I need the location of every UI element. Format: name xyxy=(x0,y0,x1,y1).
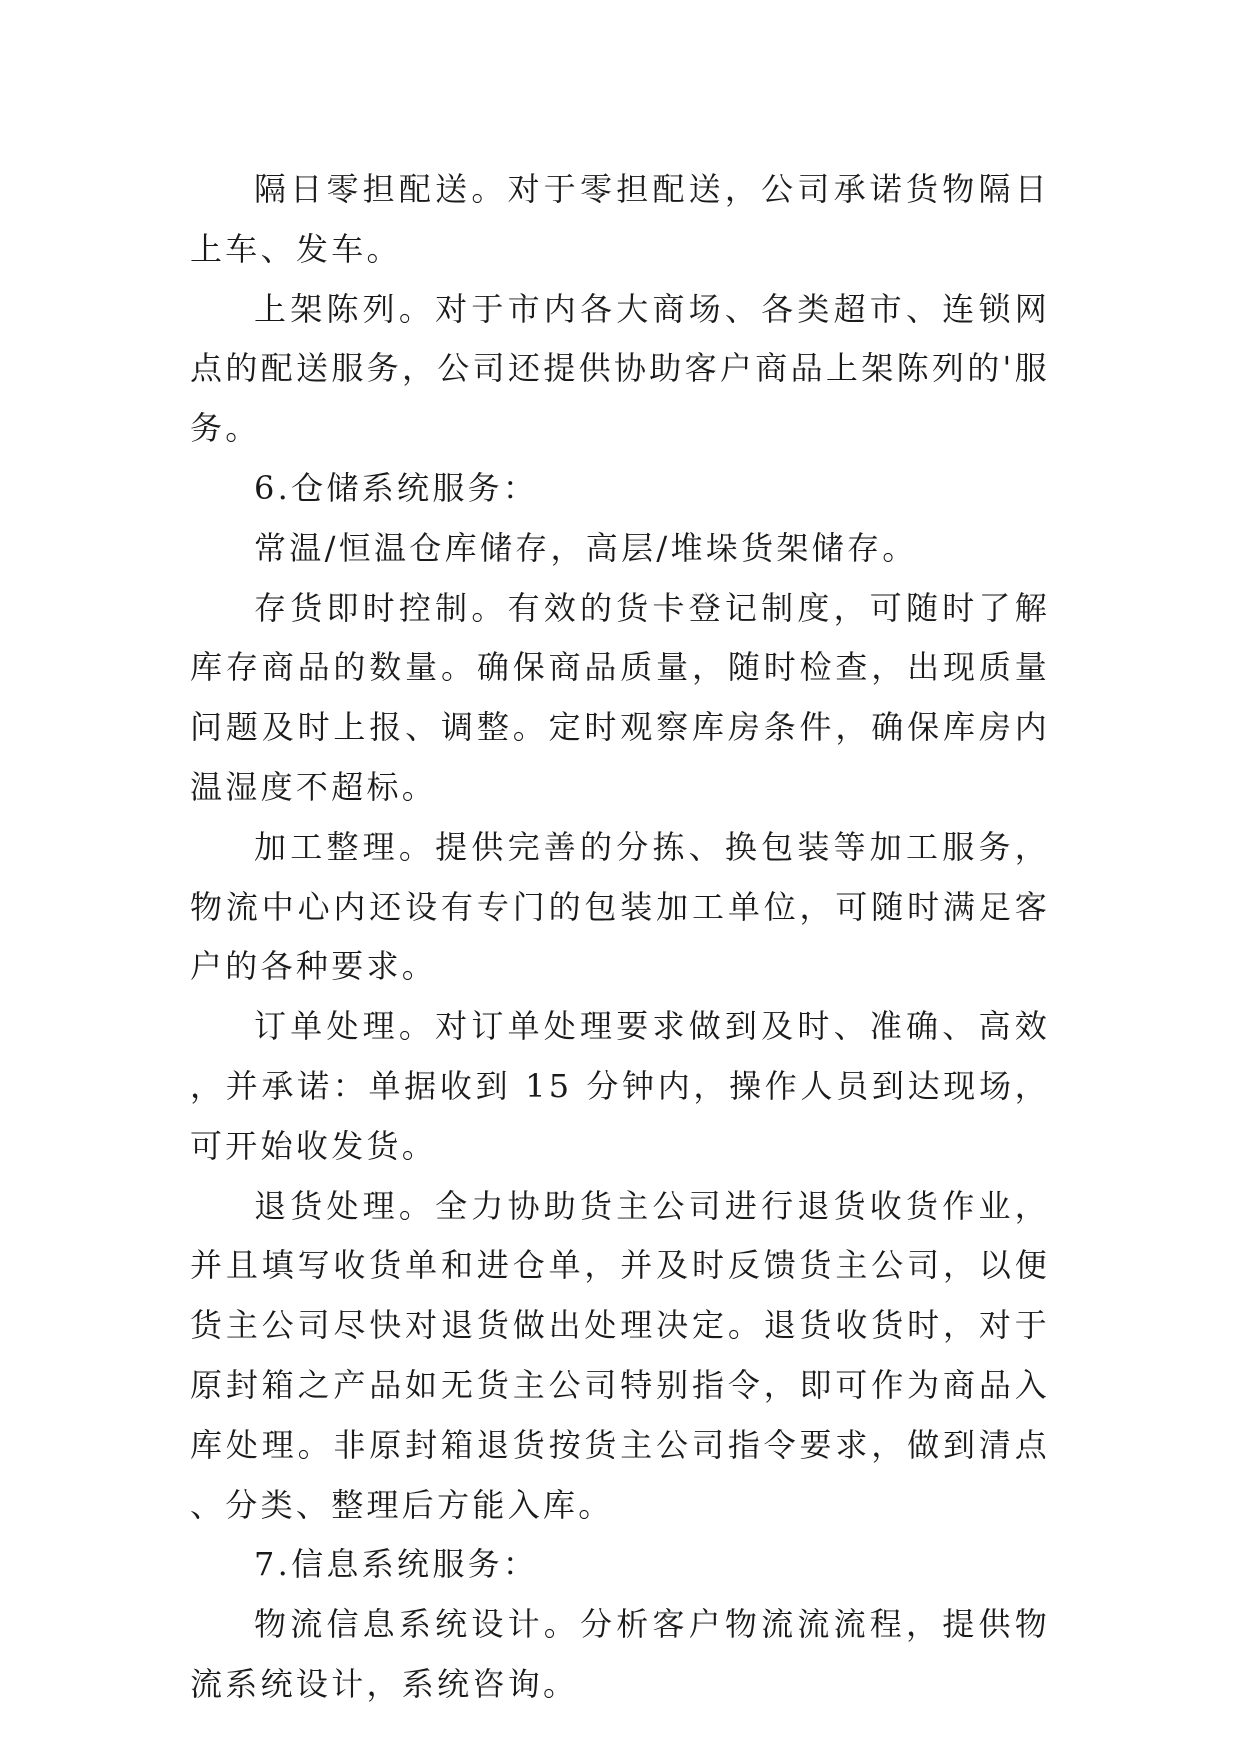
document-body xyxy=(190,160,1050,1715)
paragraph-storage-types: 常温/恒温仓库储存，高层/堆垛货架储存。 xyxy=(254,528,918,567)
paragraph-returns-processing: 退货处理。全力协助货主公司进行退货收货作业，并且填写收货单和进仓单，并及时反馈货主公司，以便货主公司尽快对退货做出处理决定。退货收货时，对于原封箱之产品如无货主公司特别指令，即可作为商品入库处理。非原封箱退货按货主公司指令要求，做到清点、分类、整理后方能入库。 xyxy=(190,1186,1050,1524)
paragraph-logistics-system-design: 物流信息系统设计。分析客户物流流流程，提供物流系统设计，系统咨询。 xyxy=(190,1605,1050,1703)
paragraph-shelf-display: 上架陈列。对于市内各大商场、各类超市、连锁网点的配送服务，公司还提供协助客户商品上架陈列的'服务。 xyxy=(190,289,1050,448)
paragraph-next-day-delivery: 隔日零担配送。对于零担配送，公司承诺货物隔日上车、发车。 xyxy=(190,170,1050,268)
section-heading-information-systems: 7.信息系统服务： xyxy=(254,1545,539,1584)
section-heading-warehousing: 6.仓储系统服务： xyxy=(254,468,539,507)
paragraph-processing: 加工整理。提供完善的分拣、换包装等加工服务，物流中心内还设有专门的包装加工单位，可随时满足客户的各种要求。 xyxy=(190,827,1050,986)
paragraph-inventory-control: 存货即时控制。有效的货卡登记制度，可随时了解库存商品的数量。确保商品质量，随时检查，出现质量问题及时上报、调整。定时观察库房条件，确保库房内温湿度不超标。 xyxy=(190,588,1050,806)
paragraph-order-processing: 订单处理。对订单处理要求做到及时、准确、高效，并承诺：单据收到 15 分钟内，操作人员到达现场，可开始收发货。 xyxy=(190,1007,1050,1165)
